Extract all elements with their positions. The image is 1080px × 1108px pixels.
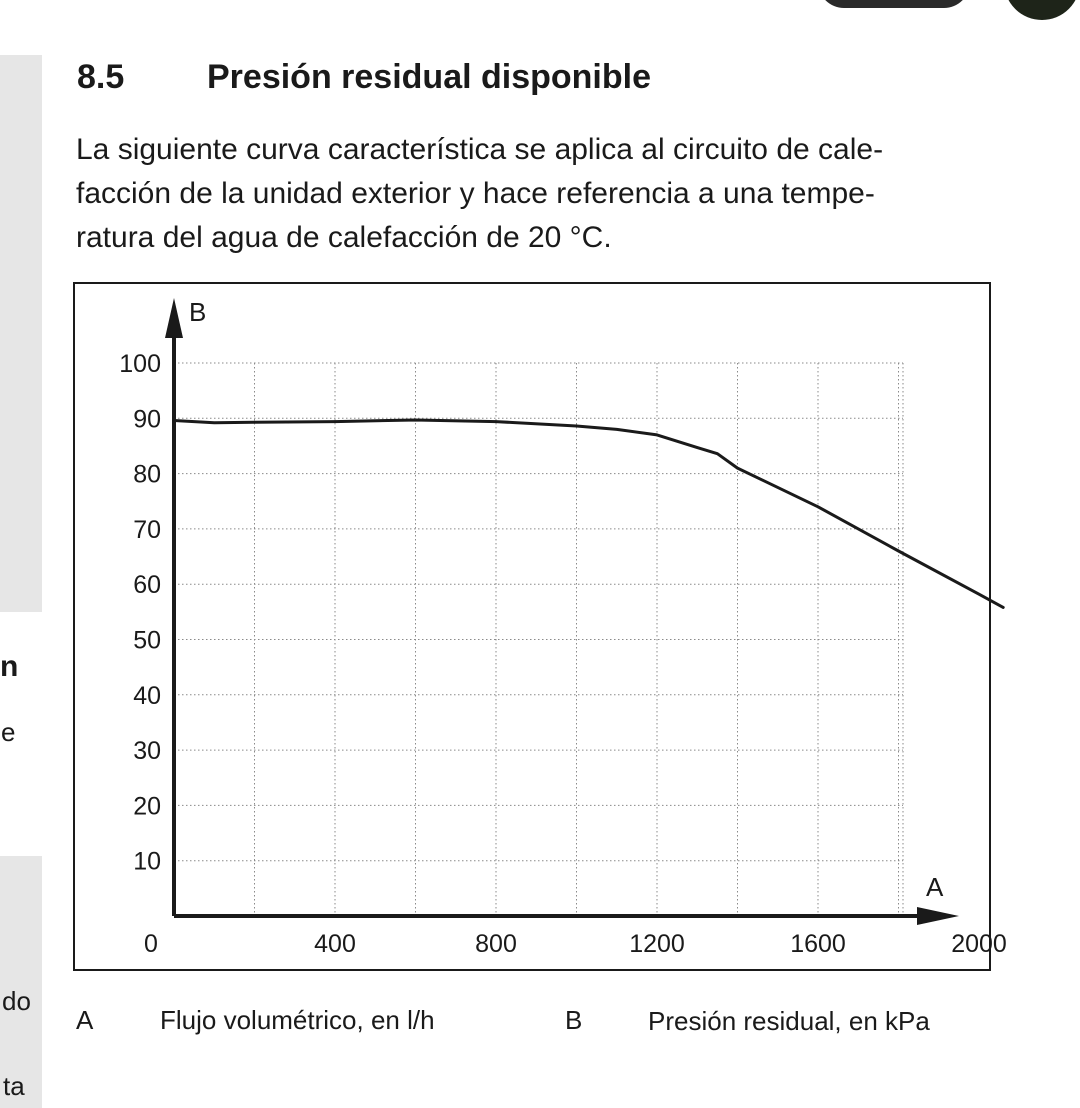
x-tick-label: 1200: [629, 930, 685, 958]
cut-off-text: ta: [3, 1071, 25, 1101]
x-tick-label: 800: [475, 930, 517, 958]
margin-bar-top: [0, 55, 42, 612]
legend-text-b: Presión residual, en kPa: [648, 1006, 930, 1036]
y-tick-label: 80: [133, 460, 161, 489]
y-axis-label: B: [189, 297, 207, 327]
y-tick-label: 30: [133, 737, 161, 766]
y-tick-label: 10: [133, 847, 161, 876]
cut-off-text: n: [0, 650, 19, 683]
chart-frame: [73, 282, 1007, 971]
legend-key-a: A: [76, 1005, 94, 1035]
x-axis-arrow: [917, 907, 959, 925]
y-tick-label: 40: [133, 681, 161, 710]
pressure-flow-chart: [75, 284, 1007, 973]
x-tick-label: 2000: [951, 930, 1007, 958]
intro-paragraph: [76, 128, 1036, 260]
top-pill-shape: [818, 0, 970, 8]
x-axis-label: A: [926, 872, 944, 902]
y-tick-label: 60: [133, 571, 161, 600]
intro-line: La siguiente curva característica se aplica al circuito de cale-: [76, 133, 884, 166]
cut-off-text: e: [1, 717, 16, 747]
y-tick-label: 20: [133, 792, 161, 821]
x-tick-label: 400: [314, 930, 356, 958]
top-circle-shape: [1004, 0, 1080, 20]
y-tick-label: 50: [133, 626, 161, 655]
y-tick-label: 100: [119, 350, 161, 378]
intro-line: facción de la unidad exterior y hace referencia a una tempe-: [76, 177, 875, 210]
section-title: Presión residual disponible: [207, 58, 651, 96]
y-axis-arrow: [165, 298, 183, 338]
cut-off-text: do: [2, 986, 31, 1016]
x-tick-label: 0: [144, 930, 158, 958]
legend-text-a: Flujo volumétrico, en l/h: [160, 1005, 435, 1035]
y-tick-label: 70: [133, 515, 161, 544]
legend-key-b: B: [565, 1005, 583, 1035]
y-tick-label: 90: [133, 405, 161, 434]
data-series-line: [174, 420, 1003, 607]
intro-line: ratura del agua de calefacción de 20 °C.: [76, 221, 612, 254]
x-tick-label: 1600: [790, 930, 846, 958]
section-number: 8.5: [77, 58, 125, 96]
